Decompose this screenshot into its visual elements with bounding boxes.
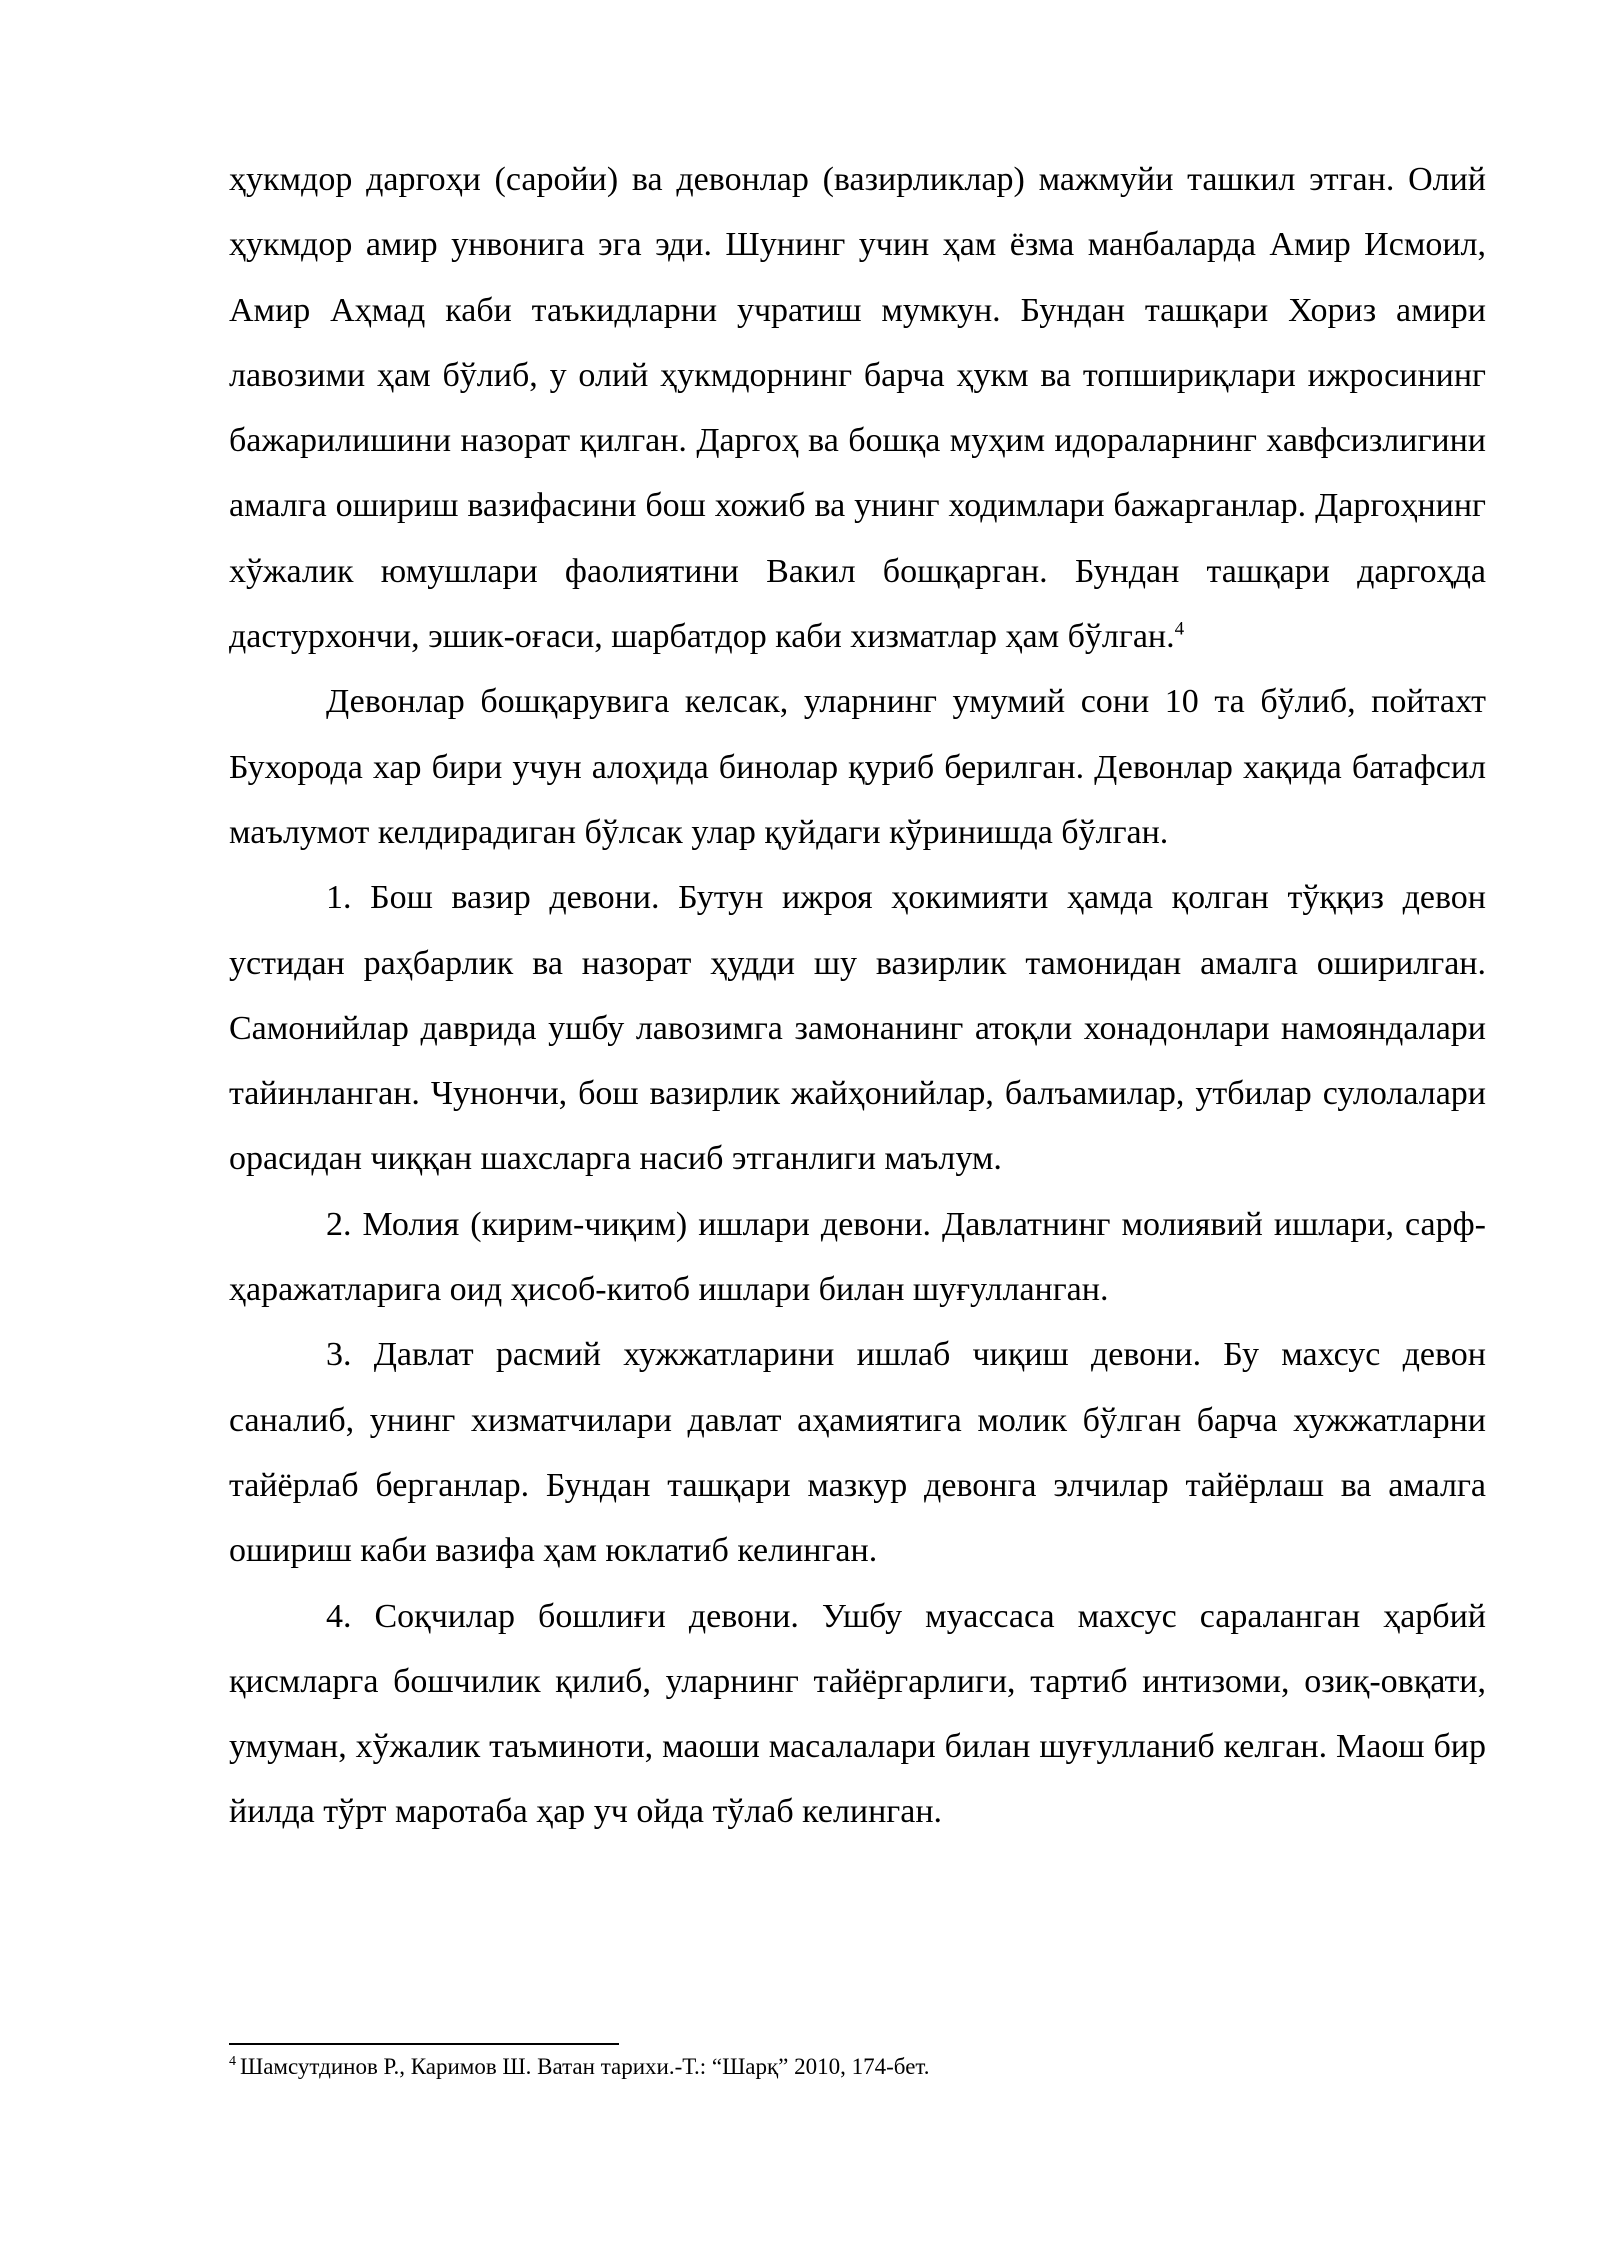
- paragraph-item-4: 4. Соқчилар бошлиғи девони. Ушбу муассаса махсус сараланган ҳарбий қисмларга бошчилик қилиб, уларнинг тайёргарлиги, тартиб интизоми, озиқ-овқати, умуман, хўжалик таъминоти, маоши масалалари билан шуғулланиб келган. Маош бир йилда тўрт маротаба ҳар уч ойда тўлаб келинган.: [229, 1597, 1486, 1831]
- paragraph-item-3: 3. Давлат расмий хужжатларини ишлаб чиқиш девони. Бу махсус девон саналиб, унинг хизматчилари давлат аҳамиятига молик бўлган барча хужжатларни тайёрлаб берганлар. Бундан ташқари мазкур девонга элчилар тайёрлаш ва амалга ошириш каби вазифа ҳам юклатиб келинган.: [229, 1336, 1486, 1570]
- footnote: [229, 2050, 1486, 2084]
- body-text: [229, 147, 1486, 1845]
- footnote-number: 4: [229, 2054, 236, 2070]
- paragraph-item-2: 2. Молия (кирим-чиқим) ишлари девони. Давлатнинг молиявий ишлари, сарф-ҳаражатларига оид ҳисоб-китоб ишлари билан шуғулланган.: [229, 1205, 1486, 1309]
- paragraph-divans-intro: Девонлар бошқарувига келсак, уларнинг умумий сони 10 та бўлиб, пойтахт Бухорода хар бири учун алоҳида бинолар қуриб берилган. Девонлар хақида батафсил маълумот келдирадиган бўлсак улар қуйдаги кўринишда бўлган.: [229, 683, 1486, 851]
- paragraph-continuation: [229, 147, 1486, 669]
- footnote-text: Шамсутдинов Р., Каримов Ш. Ватан тарихи.-Т.: “Шарқ” 2010, 174-бет.: [240, 2054, 930, 2079]
- paragraph-item-1: 1. Бош вазир девони. Бутун ижроя ҳокимияти ҳамда қолган тўққиз девон устидан раҳбарлик ва назорат ҳудди шу вазирлик тамонидан амалга оширилган. Самонийлар даврида ушбу лавозимга замонанинг атоқли хонадонлари намояндалари тайинланган. Чунончи, бош вазирлик жайҳонийлар, балъамилар, утбилар сулолалари орасидан чиққан шахсларга насиб этганлиги маълум.: [229, 879, 1486, 1178]
- footnote-reference: 4: [1174, 618, 1185, 640]
- paragraph-text: ҳукмдор даргоҳи (саройи) ва девонлар (вазирликлар) мажмуйи ташкил этган. Олий ҳукмдор амир унвонига эга эди. Шунинг учин ҳам ёзма манбаларда Амир Исмоил, Амир Аҳмад каби таъкидларни учратиш мумкун. Бундан ташқари Хориз амири лавозими ҳам бўлиб, у олий ҳукмдорнинг барча ҳукм ва топшириқлари ижросининг бажарилишини назорат қилган. Даргоҳ ва бошқа муҳим идораларнинг хавфсизлигини амалга ошириш вазифасини бош хожиб ва унинг ходимлари бажарганлар. Даргоҳнинг хўжалик юмушлари фаолиятини Вакил бошқарган. Бундан ташқари даргоҳда дастурхончи, эшик-оғаси, шарбатдор каби хизматлар ҳам бўлган.: [229, 161, 1486, 656]
- footnote-separator: [229, 2043, 619, 2045]
